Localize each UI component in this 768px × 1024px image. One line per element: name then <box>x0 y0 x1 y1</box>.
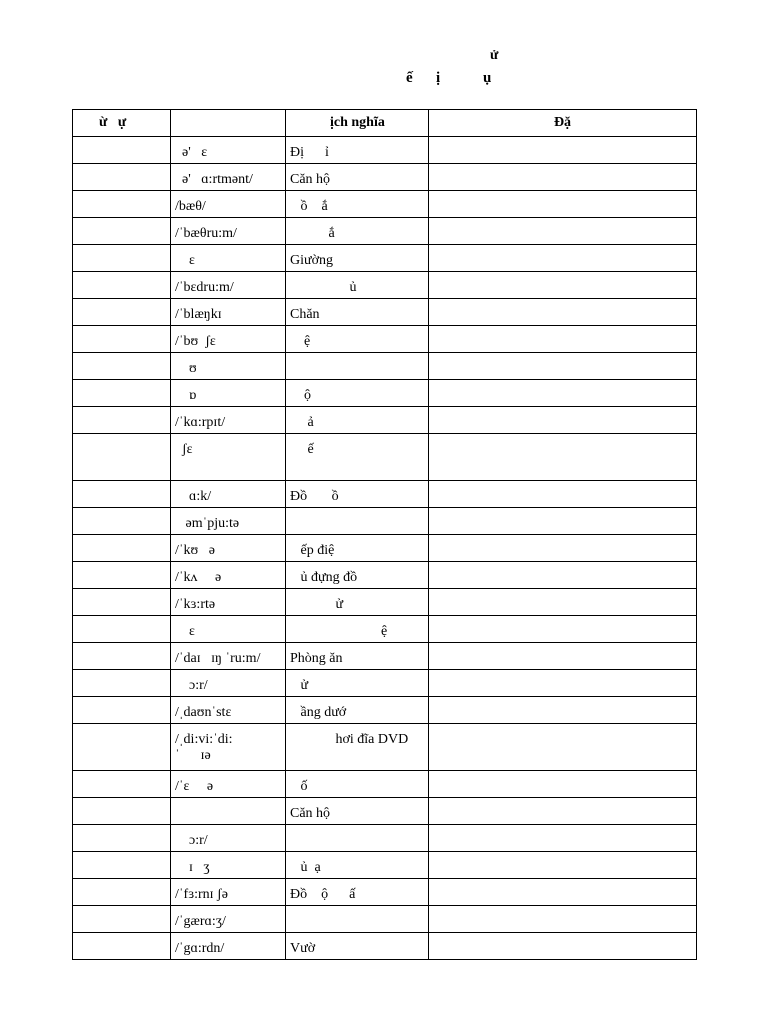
cell-meaning: Căn hộ <box>286 164 429 191</box>
cell-example <box>429 825 697 852</box>
cell-word <box>73 562 171 589</box>
cell-word <box>73 218 171 245</box>
cell-word <box>73 191 171 218</box>
cell-meaning: Căn hộ <box>286 798 429 825</box>
header-part-1: ế <box>406 70 413 86</box>
cell-example <box>429 643 697 670</box>
col-header-ipa <box>171 110 286 137</box>
cell-word <box>73 299 171 326</box>
cell-meaning: ồ ắ <box>286 191 429 218</box>
cell-meaning: ử <box>286 589 429 616</box>
col-header-example: Đặ <box>429 110 697 137</box>
table-row <box>73 164 697 191</box>
cell-ipa <box>171 798 286 825</box>
cell-word <box>73 670 171 697</box>
table-row <box>73 906 697 933</box>
cell-meaning: ộ <box>286 380 429 407</box>
cell-example <box>429 670 697 697</box>
cell-meaning: Vườ <box>286 933 429 960</box>
table-row <box>73 825 697 852</box>
cell-word <box>73 906 171 933</box>
cell-meaning <box>286 906 429 933</box>
cell-meaning: ủ ạ <box>286 852 429 879</box>
table-row <box>73 137 697 164</box>
cell-word <box>73 508 171 535</box>
cell-ipa: /ˈblæŋkɪ <box>171 299 286 326</box>
cell-meaning: ệ <box>286 616 429 643</box>
cell-meaning: ắ <box>286 218 429 245</box>
cell-word <box>73 353 171 380</box>
cell-ipa: /ˈgɑ:rdn/ <box>171 933 286 960</box>
col-header-word: ừ ự <box>73 110 171 137</box>
cell-meaning <box>286 825 429 852</box>
cell-word <box>73 535 171 562</box>
cell-ipa: ɛ <box>171 245 286 272</box>
table-row <box>73 245 697 272</box>
cell-example <box>429 407 697 434</box>
cell-ipa: /bæθ/ <box>171 191 286 218</box>
cell-meaning: ủ đựng đồ <box>286 562 429 589</box>
cell-example <box>429 164 697 191</box>
table-row <box>73 562 697 589</box>
cell-example <box>429 616 697 643</box>
cell-meaning: Đồ ồ <box>286 481 429 508</box>
cell-meaning <box>286 353 429 380</box>
cell-ipa: /ˈgærɑ:ʒ/ <box>171 906 286 933</box>
cell-word <box>73 643 171 670</box>
cell-ipa: /ˈdaɪ ɪŋ ˈru:m/ <box>171 643 286 670</box>
cell-example <box>429 798 697 825</box>
table-row <box>73 407 697 434</box>
table-row <box>73 299 697 326</box>
cell-ipa: /ˈkʊ ə <box>171 535 286 562</box>
cell-meaning <box>286 508 429 535</box>
cell-word <box>73 879 171 906</box>
cell-ipa: ɒ <box>171 380 286 407</box>
cell-example <box>429 299 697 326</box>
cell-ipa: ʃɛ <box>171 434 286 481</box>
table-row <box>73 191 697 218</box>
cell-word <box>73 164 171 191</box>
cell-ipa: ʊ <box>171 353 286 380</box>
table-body <box>73 137 697 960</box>
cell-ipa: /ˈkɜ:rtə <box>171 589 286 616</box>
cell-meaning: ủ <box>286 272 429 299</box>
cell-example <box>429 724 697 771</box>
table-row <box>73 272 697 299</box>
cell-word <box>73 326 171 353</box>
cell-word <box>73 798 171 825</box>
cell-example <box>429 879 697 906</box>
cell-example <box>429 933 697 960</box>
cell-meaning: ế <box>286 434 429 481</box>
table-row <box>73 353 697 380</box>
cell-word <box>73 616 171 643</box>
cell-word <box>73 137 171 164</box>
cell-word <box>73 272 171 299</box>
header-part-3: ụ <box>483 70 492 86</box>
cell-ipa: ɪ ʒ <box>171 852 286 879</box>
cell-word <box>73 852 171 879</box>
cell-meaning: Đị ỉ <box>286 137 429 164</box>
table-row <box>73 852 697 879</box>
cell-meaning: ả <box>286 407 429 434</box>
table-row <box>73 616 697 643</box>
cell-example <box>429 852 697 879</box>
cell-example <box>429 906 697 933</box>
cell-example <box>429 434 697 481</box>
table-row <box>73 535 697 562</box>
cell-example <box>429 589 697 616</box>
cell-example <box>429 137 697 164</box>
cell-example <box>429 562 697 589</box>
cell-ipa: /ˌdaʊnˈstɛ <box>171 697 286 724</box>
cell-example <box>429 218 697 245</box>
cell-word <box>73 589 171 616</box>
table-row <box>73 218 697 245</box>
cell-word <box>73 724 171 771</box>
cell-word <box>73 407 171 434</box>
table-row <box>73 724 697 771</box>
cell-meaning: ử <box>286 670 429 697</box>
cell-meaning: ầng dướ <box>286 697 429 724</box>
cell-ipa: ɔ:r/ <box>171 670 286 697</box>
cell-example <box>429 191 697 218</box>
cell-ipa: /ˈfɜ:rnɪ ʃə <box>171 879 286 906</box>
table-row <box>73 933 697 960</box>
table-row <box>73 670 697 697</box>
cell-example <box>429 508 697 535</box>
cell-ipa: /ˈbɛdru:m/ <box>171 272 286 299</box>
cell-meaning: Giường <box>286 245 429 272</box>
cell-ipa: /ˈbæθru:m/ <box>171 218 286 245</box>
table-row <box>73 434 697 481</box>
cell-example <box>429 272 697 299</box>
cell-example <box>429 353 697 380</box>
header-part-2: ị <box>436 70 441 86</box>
vocabulary-table <box>72 109 697 960</box>
table-row <box>73 481 697 508</box>
cell-meaning: Đồ ộ ấ <box>286 879 429 906</box>
cell-meaning: Chăn <box>286 299 429 326</box>
cell-meaning: ếp điệ <box>286 535 429 562</box>
cell-example <box>429 326 697 353</box>
col-header-meaning: ịch nghĩa <box>286 110 429 137</box>
table-row <box>73 326 697 353</box>
table-row <box>73 697 697 724</box>
table-row <box>73 879 697 906</box>
cell-example <box>429 697 697 724</box>
cell-ipa: ɔ:r/ <box>171 825 286 852</box>
cell-meaning: ệ <box>286 326 429 353</box>
cell-word <box>73 245 171 272</box>
cell-ipa: ə' ɑ:rtmənt/ <box>171 164 286 191</box>
table-row <box>73 643 697 670</box>
cell-example <box>429 380 697 407</box>
cell-word <box>73 481 171 508</box>
table-row <box>73 508 697 535</box>
cell-example <box>429 245 697 272</box>
cell-meaning: Phòng ăn <box>286 643 429 670</box>
cell-ipa: ə' ɛ <box>171 137 286 164</box>
cell-ipa: /ˈkʌ ə <box>171 562 286 589</box>
table-row <box>73 589 697 616</box>
cell-meaning: ố <box>286 771 429 798</box>
header-line-1: ử <box>490 48 499 63</box>
table-row <box>73 798 697 825</box>
cell-ipa: əmˈpju:tə <box>171 508 286 535</box>
cell-ipa: ɛ <box>171 616 286 643</box>
cell-word <box>73 825 171 852</box>
cell-example <box>429 481 697 508</box>
table-header-row <box>73 110 697 137</box>
cell-word <box>73 771 171 798</box>
cell-example <box>429 771 697 798</box>
cell-ipa: /ˈbʊ ʃɛ <box>171 326 286 353</box>
cell-ipa: /ˈɛ ə <box>171 771 286 798</box>
cell-word <box>73 434 171 481</box>
table-row <box>73 380 697 407</box>
cell-word <box>73 697 171 724</box>
cell-ipa: ɑ:k/ <box>171 481 286 508</box>
table-row <box>73 771 697 798</box>
cell-example <box>429 535 697 562</box>
cell-meaning: hơi đĩa DVD <box>286 724 429 771</box>
cell-word <box>73 380 171 407</box>
cell-ipa: /ˈkɑ:rpɪt/ <box>171 407 286 434</box>
cell-ipa: /ˌdi:vi:ˈdi: ˈ ɪə <box>171 724 286 771</box>
cell-word <box>73 933 171 960</box>
